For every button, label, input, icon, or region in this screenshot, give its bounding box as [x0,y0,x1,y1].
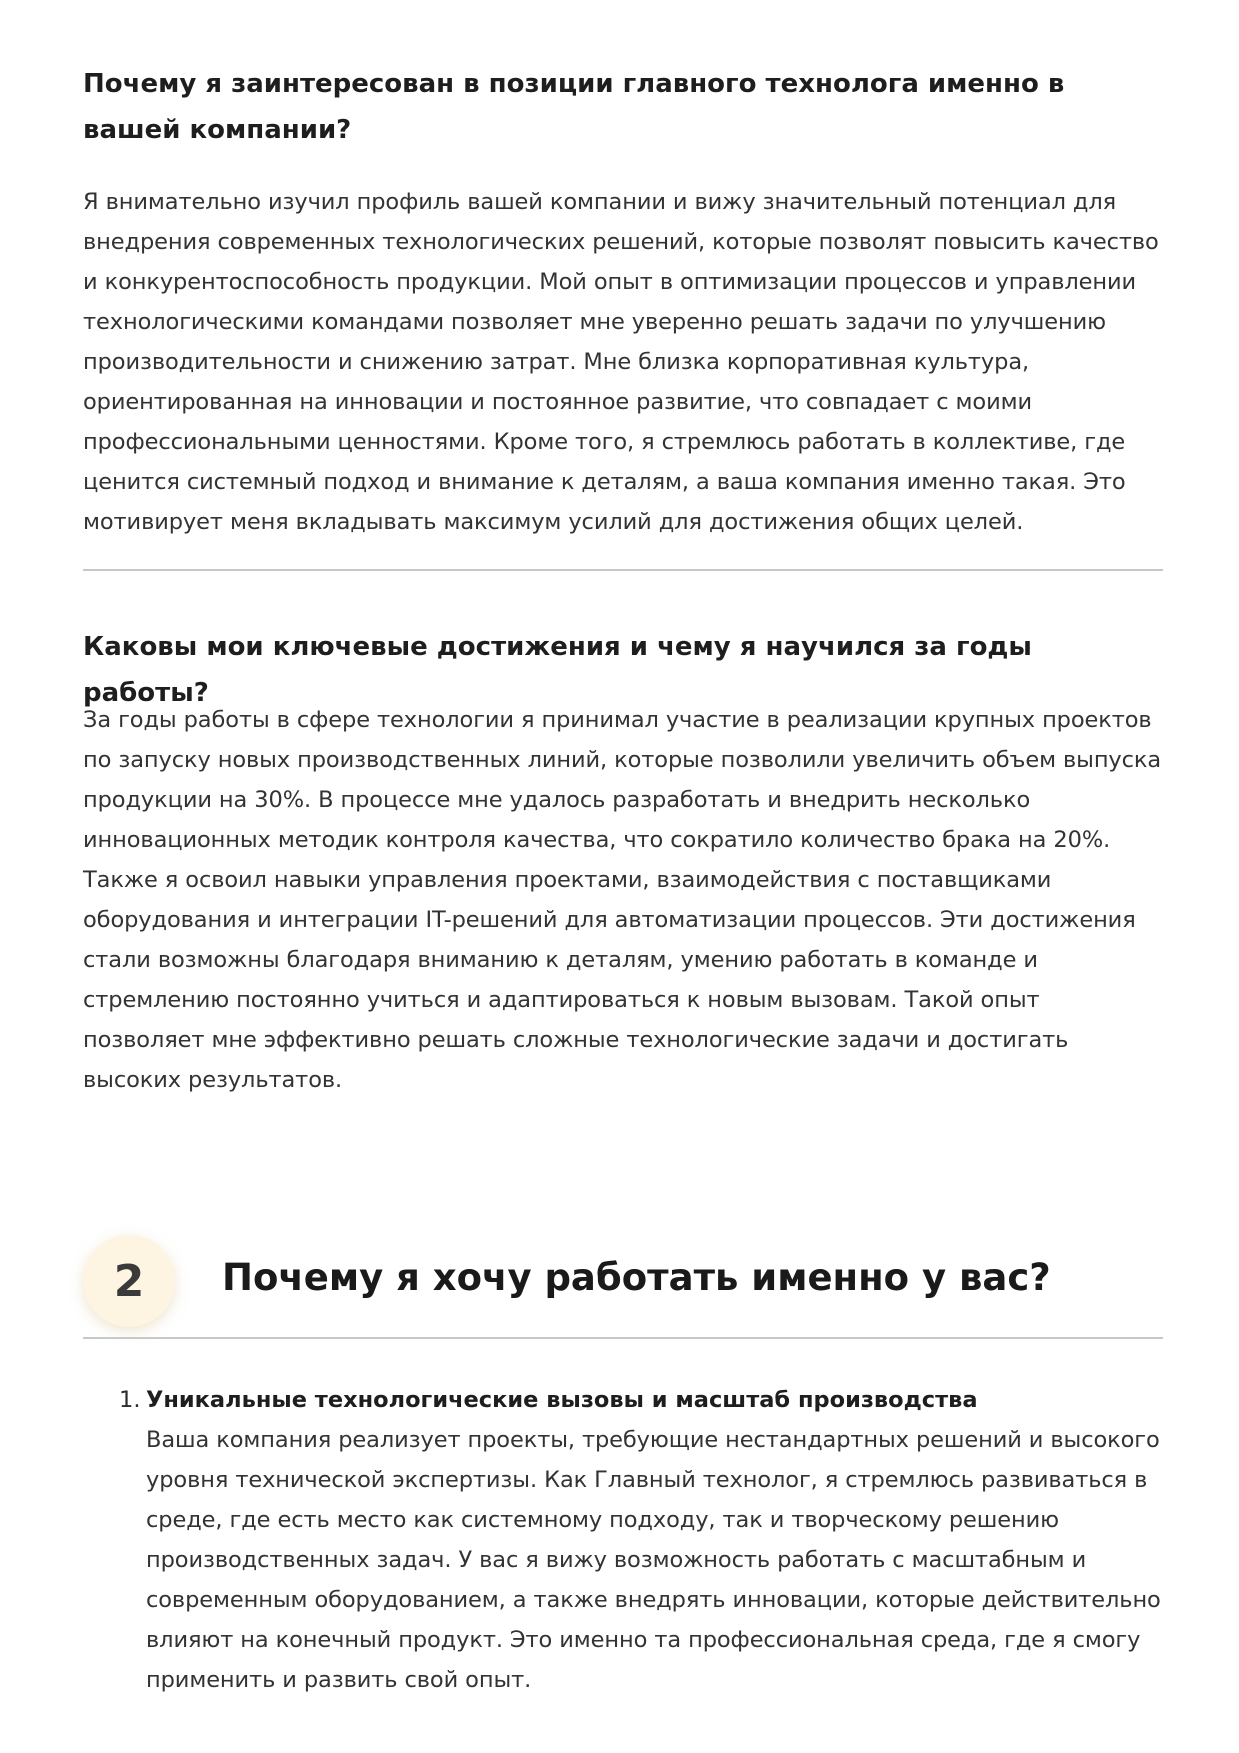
list-item-number: 1. [119,1387,141,1413]
section-title: Почему я хочу работать именно у вас? [222,1256,1051,1299]
section-divider [83,569,1163,571]
section-title-divider [83,1337,1163,1339]
list-item [83,1380,1163,1700]
list-item-text: Ваша компания реализует проекты, требующие нестандартных решений и высокого уровня технической экспертизы. Как Главный технолог, я стремлюсь развиваться в среде, где есть место как системному подходу, так и творческому решению производственных задач. У вас я вижу возможность работать с масштабным и современным оборудованием, а также внедрять инновации, которые действительно влияют на конечный продукт. Это именно та профессиональная среда, где я смогу применить и развить свой опыт. [146,1427,1161,1693]
question-1-title: Почему я заинтересован в позиции главного технолога именно в вашей компании? [83,69,1065,145]
question-2-title: Каковы мои ключевые достижения и чему я научился за годы работы? [83,632,1032,708]
list-item-title: Уникальные технологические вызовы и масштаб производства [146,1387,978,1413]
reasons-list [83,1380,1163,1700]
section-number-badge: 2 [83,1235,175,1327]
question-1-answer: Я внимательно изучил профиль вашей компании и вижу значительный потенциал для внедрения современных технологических решений, которые позволят повысить качество и конкурентоспособность продукции. Мой опыт в оптимизации процессов и управлении технологическими командами позволяет мне уверенно решать задачи по улучшению производительности и снижению затрат. Мне близка корпоративная культура, ориентированная на инновации и постоянное развитие, что совпадает с моими профессиональными ценностями. Кроме того, я стремлюсь работать в коллективе, где ценится системный подход и внимание к деталям, а ваша компания именно такая. Это мотивирует меня вкладывать максимум усилий для достижения общих целей. [83,189,1159,535]
question-2-answer: За годы работы в сфере технологии я принимал участие в реализации крупных проектов по запуску новых производственных линий, которые позволили увеличить объем выпуска продукции на 30%. В процессе мне удалось разработать и внедрить несколько инновационных методик контроля качества, что сократило количество брака на 20%. Также я освоил навыки управления проектами, взаимодействия с поставщиками оборудования и интеграции IT-решений для автоматизации процессов. Эти достижения стали возможны благодаря вниманию к деталям, умению работать в команде и стремлению постоянно учиться и адаптироваться к новым вызовам. Такой опыт позволяет мне эффективно решать сложные технологические задачи и достигать высоких результатов. [83,707,1162,1093]
section-header [83,1232,1163,1332]
